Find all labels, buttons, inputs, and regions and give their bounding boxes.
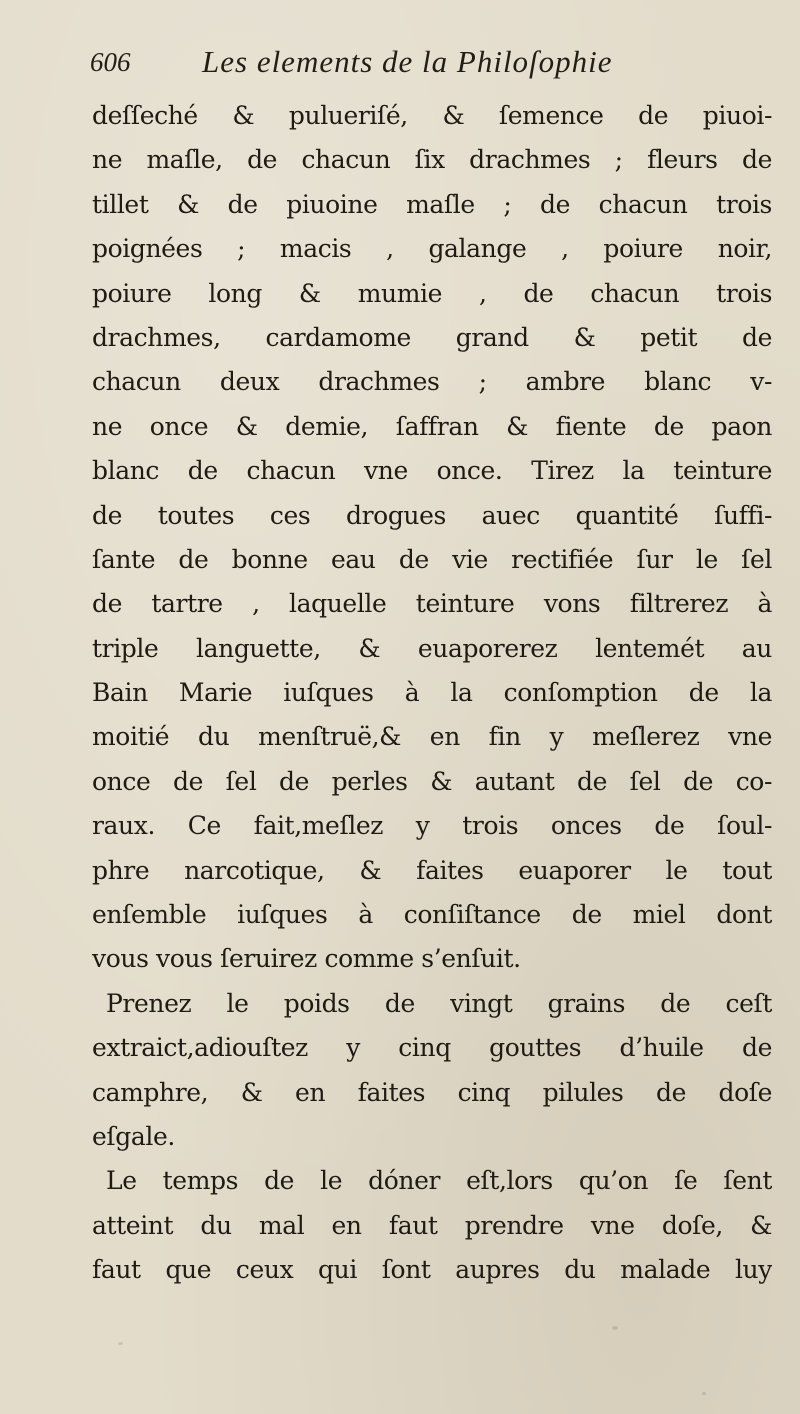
text-line: ſante de bonne eau de vie rectifiée ſur le ſel (92, 544, 772, 574)
text-line: vous vous ſeruirez comme s’enſuit. (92, 944, 521, 974)
text-line: enſemble iuſques à conſiſtance de miel dont (92, 900, 772, 930)
text-line: deſſeché & pulueriſé, & ſemence de piuoi- (92, 101, 772, 130)
paper-speck (702, 1392, 706, 1395)
text-line: camphre, & en faites cinq pilules de doſe (92, 1077, 772, 1107)
text-line: atteint du mal en faut prendre vne doſe, & (92, 1210, 772, 1240)
text-line: raux. Ce fait,meſlez y trois onces de ſoul- (92, 811, 772, 841)
text-line: faut que ceux qui ſont aupres du malade luy (92, 1255, 772, 1285)
text-line: de tartre , laquelle teinture vons filtrerez à (92, 589, 772, 619)
text-line: extraict,adiouſtez y cinq gouttes d’huile de (92, 1033, 772, 1063)
text-line: phre narcotique, & faites euaporer le tout (92, 855, 772, 885)
running-title: Les elements de la Philoſophie (202, 44, 613, 79)
text-line: chacun deux drachmes ; ambre blanc v- (92, 367, 772, 397)
text-line: eſgale. (92, 1121, 175, 1151)
body-text (92, 94, 772, 1293)
text-line: de toutes ces drogues auec quantité ſuffi- (92, 500, 772, 530)
page-number: 606 (90, 47, 131, 77)
text-line: Bain Marie iuſques à la conſomption de la (92, 678, 772, 708)
paper-speck (612, 1326, 618, 1330)
paper-speck (118, 1342, 123, 1345)
text-line: once de ſel de perles & autant de ſel de co- (92, 766, 772, 796)
text-line: triple languette, & euaporerez lentemét au (92, 633, 772, 663)
text-line: drachmes, cardamome grand & petit de (92, 322, 772, 352)
text-line: moitié du menſtruë,& en fin y meſlerez vne (92, 722, 772, 752)
paragraph-start-line: Prenez le poids de vingt grains de ceſt (106, 988, 772, 1018)
text-line: blanc de chacun vne once. Tirez la teinture (92, 456, 772, 486)
text-line: poignées ; macis , galange , poiure noir, (92, 234, 772, 264)
text-line: ne once & demie, ſaffran & fiente de paon (92, 411, 772, 441)
text-line: tillet & de piuoine maſle ; de chacun trois (92, 189, 772, 219)
text-line: poiure long & mumie , de chacun trois (92, 278, 772, 308)
text-line: ne maſle, de chacun ſix drachmes ; fleurs de (92, 145, 772, 175)
running-head (90, 42, 730, 86)
paragraph-start-line: Le temps de le dóner eſt,lors qu’on ſe ſent (106, 1166, 772, 1196)
